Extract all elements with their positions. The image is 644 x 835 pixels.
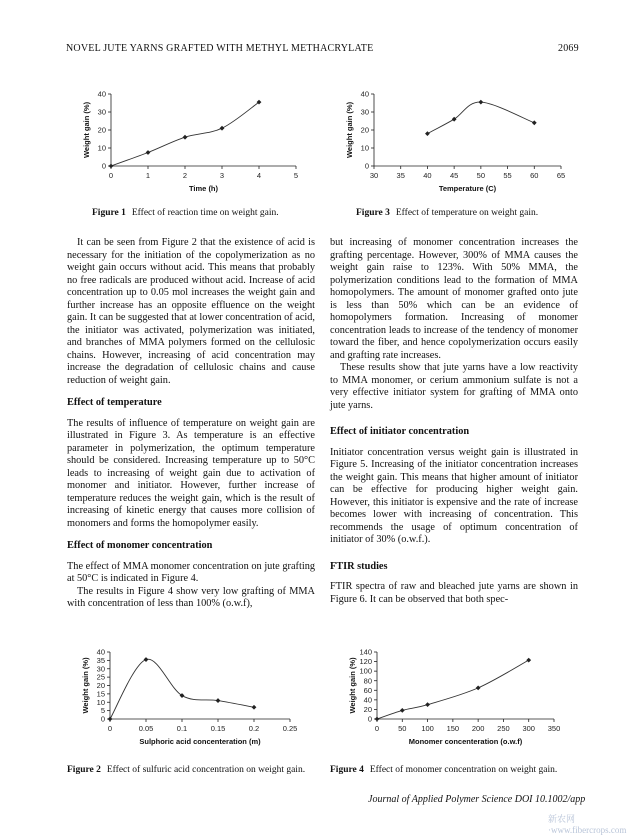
figure-4-label: Figure 4 bbox=[330, 765, 364, 775]
y-axis-label: Weight gain (%) bbox=[348, 657, 357, 714]
y-tick-label: 10 bbox=[360, 143, 369, 153]
y-tick-label: 20 bbox=[360, 125, 369, 135]
section-heading-temperature: Effect of temperature bbox=[67, 397, 162, 408]
y-tick-label: 0 bbox=[100, 714, 105, 724]
figure-3-label: Figure 3 bbox=[356, 208, 390, 218]
x-tick-label: 45 bbox=[449, 171, 459, 180]
x-tick-label: 0.15 bbox=[210, 724, 226, 733]
paragraph: These results show that jute yarns have a low reactivity to MMA monomer, or cerium ammonium sulfate is not a very effective initiator system for grafting of MMA onto jute yarns. bbox=[330, 362, 578, 411]
section-heading-ftir: FTIR studies bbox=[330, 560, 388, 572]
data-point bbox=[109, 164, 114, 169]
x-tick-label: 65 bbox=[556, 171, 566, 180]
data-point bbox=[478, 100, 483, 105]
paragraph: Initiator concentration versus weight gain is illustrated in Figure 5. Increasing of the initiator concentration increases the weight gain. This means that higher amount of initiator can be effective for producing higher weight gain. However, this initiator is expensive and the rate of increase becomes lower with increasing of concentration. This recommends the usage of optimum concentration of initiator of 30% (o.w.f.). bbox=[330, 446, 578, 545]
section-heading-monomer: Effect of monomer concentration bbox=[67, 540, 213, 551]
y-tick-label: 40 bbox=[363, 695, 372, 705]
data-point bbox=[476, 685, 481, 690]
x-tick-label: 200 bbox=[471, 724, 485, 733]
figure-1-caption bbox=[92, 207, 312, 219]
x-tick-label: 0 bbox=[108, 171, 114, 180]
data-point bbox=[252, 705, 257, 710]
figure-2-caption-text: Effect of sulfuric acid concentration on weight gain. bbox=[106, 765, 306, 775]
y-axis-label: Weight gain (%) bbox=[81, 657, 90, 714]
x-tick-label: 2 bbox=[182, 171, 188, 180]
figure-2-chart bbox=[78, 648, 310, 756]
left-column bbox=[67, 237, 315, 611]
x-tick-label: 5 bbox=[293, 171, 299, 180]
series-line bbox=[110, 659, 254, 719]
y-tick-label: 0 bbox=[101, 161, 106, 171]
x-tick-label: 50 bbox=[476, 171, 486, 180]
y-tick-label: 30 bbox=[96, 664, 105, 674]
y-tick-label: 10 bbox=[97, 143, 106, 153]
data-point bbox=[526, 658, 531, 663]
x-axis-label: Monomer concenteration (o.w.f) bbox=[408, 737, 523, 746]
y-tick-label: 20 bbox=[97, 125, 106, 135]
y-tick-label: 80 bbox=[363, 676, 372, 686]
y-tick-label: 35 bbox=[96, 655, 105, 665]
y-tick-label: 0 bbox=[364, 161, 369, 171]
journal-footer: Journal of Applied Polymer Science DOI 10.1002/app bbox=[368, 794, 586, 805]
y-axis-label: Weight gain (%) bbox=[82, 101, 91, 159]
figure-4-chart bbox=[340, 648, 572, 756]
figure-4-caption-text: Effect of monomer concentration on weight gain. bbox=[369, 765, 558, 775]
x-tick-label: 0.1 bbox=[176, 724, 188, 733]
x-tick-label: 50 bbox=[398, 724, 407, 733]
x-axis-label: Temperature (C) bbox=[438, 184, 497, 193]
y-tick-label: 0 bbox=[367, 714, 372, 724]
figure-1-label: Figure 1 bbox=[92, 208, 126, 218]
x-tick-label: 150 bbox=[446, 724, 460, 733]
paragraph: It can be seen from Figure 2 that the existence of acid is necessary for the initiation of the copolymerization as no weight gain occurs without acid. This means that probably no free radicals are produced without acid. Increase of acid concentration up to 0.05 mol increases the weight gain and further increase has an opposite effluence on the weight gain. It can be suggested that at lower concentration of acid, the initiator was activated, polymerization was initiated, and branches of MMA polymers formed on the cellulosic chains. However, increasing of acid concentration may increase the degradation of cellulosic chains and cause reduction of weight gain. bbox=[67, 237, 315, 386]
series-line bbox=[427, 102, 534, 134]
y-axis-label: Weight gain (%) bbox=[345, 101, 354, 159]
figure-2-label: Figure 2 bbox=[67, 765, 101, 775]
data-point bbox=[532, 120, 537, 125]
paragraph: The results of influence of temperature on weight gain are illustrated in Figure 3. As temperature is an effective parameter in polymerization, the optimum temperature should be considered. Increasing temperature up to 50°C leads to increasing of weight gain due to activation of monomer and initiator. However, further increase of temperature reduces the weight gain, which is the result of increasing of kinetic energy that causes more collision of monomers and forms the homopolymer easily. bbox=[67, 417, 315, 529]
figure-4-caption bbox=[330, 764, 580, 776]
x-tick-label: 300 bbox=[522, 724, 535, 733]
y-tick-label: 60 bbox=[363, 685, 372, 695]
x-tick-label: 0 bbox=[374, 724, 380, 733]
x-tick-label: 350 bbox=[547, 724, 561, 733]
x-tick-label: 3 bbox=[219, 171, 225, 180]
y-tick-label: 30 bbox=[360, 107, 369, 117]
series-line bbox=[377, 660, 529, 719]
y-tick-label: 15 bbox=[96, 689, 105, 699]
data-point bbox=[375, 717, 380, 722]
page-number: 2069 bbox=[558, 43, 579, 54]
series-line bbox=[111, 102, 259, 166]
y-tick-label: 40 bbox=[360, 89, 369, 99]
running-header-title: NOVEL JUTE YARNS GRAFTED WITH METHYL METHACRYLATE bbox=[66, 43, 374, 54]
paragraph: FTIR spectra of raw and bleached jute yarns are shown in Figure 6. It can be observed that both spec- bbox=[330, 581, 578, 605]
figure-3-caption bbox=[356, 207, 576, 219]
figure-1-chart bbox=[78, 88, 303, 200]
y-tick-label: 20 bbox=[363, 705, 372, 715]
data-point bbox=[425, 702, 430, 707]
data-point bbox=[216, 698, 221, 703]
data-point bbox=[400, 708, 405, 713]
x-axis-label: Sulphoric acid concenteration (m) bbox=[139, 737, 261, 746]
x-tick-label: 0.25 bbox=[282, 724, 298, 733]
data-point bbox=[144, 657, 149, 662]
figure-3-chart bbox=[338, 88, 568, 200]
right-column bbox=[330, 237, 578, 606]
y-tick-label: 10 bbox=[96, 697, 105, 707]
y-tick-label: 20 bbox=[96, 681, 105, 691]
y-tick-label: 40 bbox=[96, 647, 105, 657]
y-tick-label: 40 bbox=[97, 89, 106, 99]
y-tick-label: 5 bbox=[100, 706, 105, 716]
y-tick-label: 100 bbox=[359, 666, 372, 676]
x-tick-label: 55 bbox=[503, 171, 512, 180]
x-axis-label: Time (h) bbox=[188, 184, 219, 193]
x-tick-label: 40 bbox=[423, 171, 432, 180]
figure-3-caption-text: Effect of temperature on weight gain. bbox=[395, 208, 539, 218]
figure-1-caption-text: Effect of reaction time on weight gain. bbox=[131, 208, 279, 218]
x-tick-label: 4 bbox=[256, 171, 262, 180]
paragraph: The results in Figure 4 show very low grafting of MMA with concentration of less than 100% (o.w.f), bbox=[67, 585, 315, 609]
x-tick-label: 0.05 bbox=[138, 724, 154, 733]
data-point bbox=[183, 135, 188, 140]
section-heading-initiator: Effect of initiator concentration bbox=[330, 426, 470, 437]
y-tick-label: 25 bbox=[96, 672, 105, 682]
x-tick-label: 0 bbox=[107, 724, 113, 733]
paragraph: but increasing of monomer concentration increases the grafting percentage. However, 300% of MMA causes the weight gain raise to 123%. With 50% MMA, the polymerization conditions lead to the formation of MMA homopolymers. The amount of monomer grafted onto jute is less than 50% which can be an evidence of homopolymers formation. Increasing of monomer concentration leads to increase of the tendency of monomer toward the fiber, and hence copolymerization occurs easily and grafting rate increases. bbox=[330, 237, 578, 361]
figure-2-caption bbox=[67, 764, 317, 776]
y-tick-label: 140 bbox=[359, 647, 372, 657]
data-point bbox=[220, 126, 225, 131]
paragraph: The effect of MMA monomer concentration on jute grafting at 50°C is indicated in Figure 4. bbox=[67, 560, 315, 584]
y-tick-label: 120 bbox=[359, 657, 372, 667]
data-point bbox=[108, 717, 113, 722]
x-tick-label: 0.2 bbox=[248, 724, 260, 733]
x-tick-label: 250 bbox=[497, 724, 510, 733]
x-tick-label: 100 bbox=[421, 724, 434, 733]
data-point bbox=[425, 131, 430, 136]
x-tick-label: 1 bbox=[145, 171, 151, 180]
data-point bbox=[146, 150, 151, 155]
x-tick-label: 35 bbox=[396, 171, 405, 180]
watermark: 新农网·www.fibercrops.com bbox=[548, 814, 627, 835]
x-tick-label: 30 bbox=[369, 171, 379, 180]
y-tick-label: 30 bbox=[97, 107, 106, 117]
x-tick-label: 60 bbox=[530, 171, 539, 180]
